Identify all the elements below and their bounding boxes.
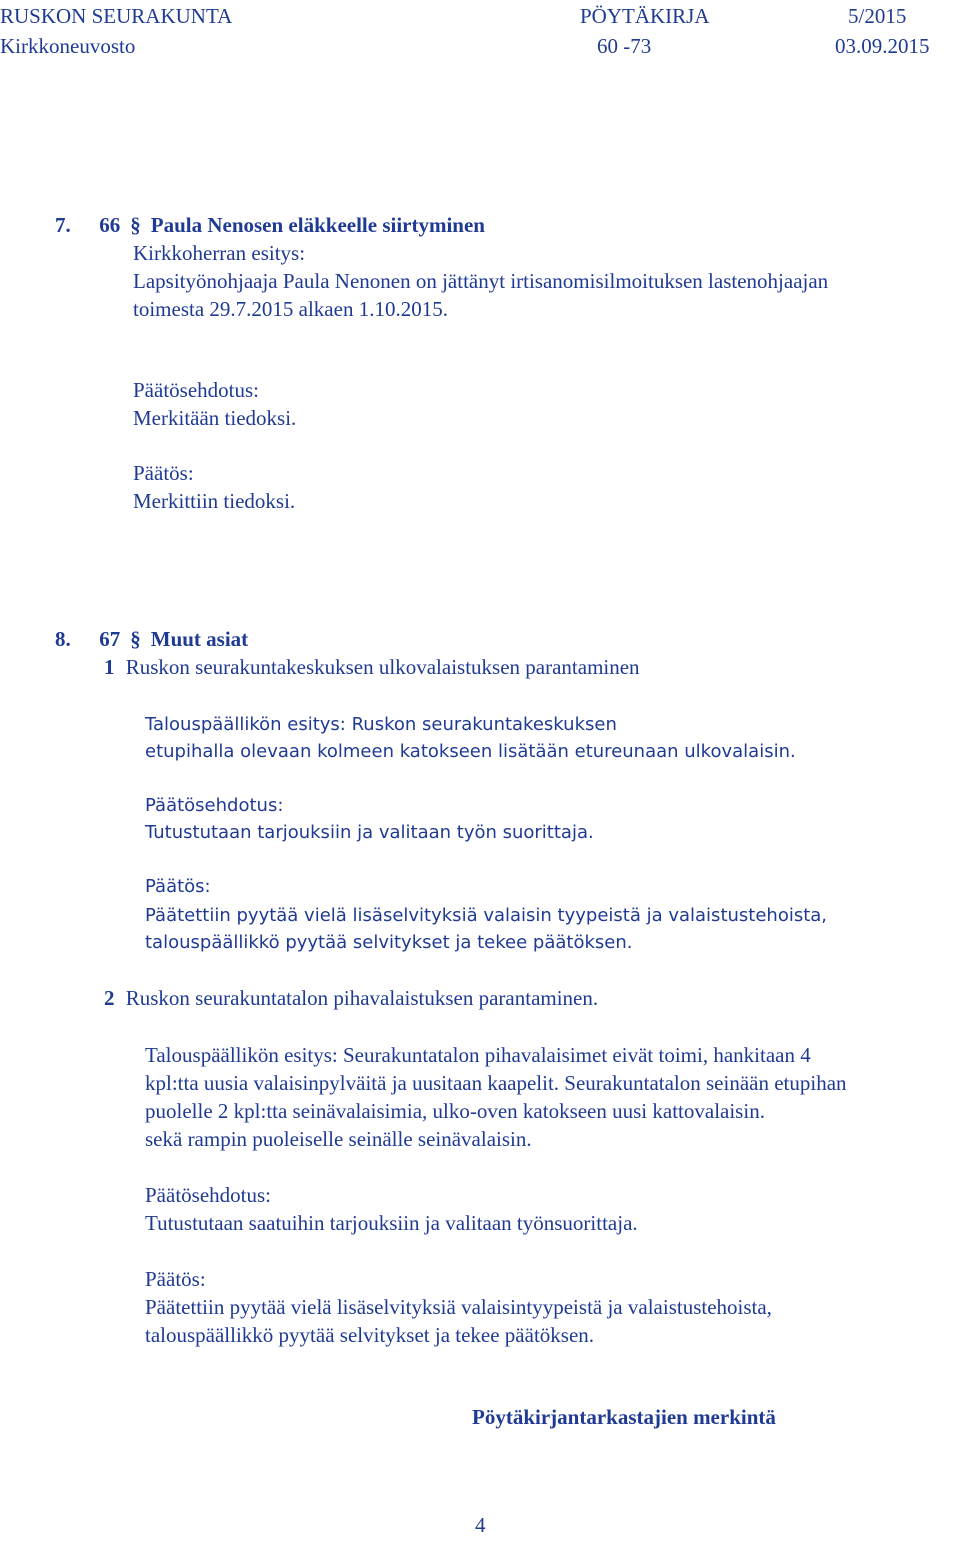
subitem-title: Ruskon seurakuntakeskuksen ulkovalaistuksen parantaminen [125, 655, 640, 679]
proposer-line: etupihalla olevaan kolmeen katokseen lisätään etureunaan ulkovalaisin. [145, 741, 796, 762]
page-number: 4 [475, 1513, 486, 1537]
proposal-label: Päätösehdotus: [133, 378, 259, 402]
org-name: RUSKON SEURAKUNTA [0, 4, 233, 28]
doc-type: PÖYTÄKIRJA [580, 4, 710, 28]
decision-line: talouspäällikkö pyytää selvitykset ja tekee päätöksen. [145, 932, 633, 953]
item-title: Paula Nenosen eläkkeelle siirtyminen [150, 213, 485, 237]
subitem-2-heading [104, 986, 598, 1011]
section-number: 66 [99, 213, 121, 237]
subitem-number: 2 [104, 986, 115, 1010]
section-symbol: § [130, 627, 141, 651]
subitem-number: 1 [104, 655, 115, 679]
item-text-line: toimesta 29.7.2015 alkaen 1.10.2015. [133, 297, 448, 321]
decision-line: Päätettiin pyytää vielä lisäselvityksiä valaisin tyypeistä ja valaistustehoista, [145, 905, 828, 926]
section-range: 60 -73 [597, 34, 652, 58]
proposer-line: sekä rampin puoleiselle seinälle seinävalaisin. [145, 1127, 532, 1151]
subitem-1-heading [104, 655, 640, 680]
proposer-line: Talouspäällikön esitys: Seurakuntatalon pihavalaisimet eivät toimi, hankitaan 4 [145, 1043, 811, 1067]
proposal-text: Tutustutaan tarjouksiin ja valitaan työn suorittaja. [145, 822, 594, 843]
proposer-line: Talouspäällikön esitys: Ruskon seurakuntakeskuksen [145, 714, 617, 735]
section-number: 67 [99, 627, 121, 651]
proposal-text: Tutustutaan saatuihin tarjouksiin ja valitaan työnsuorittaja. [145, 1211, 638, 1235]
proposer-line: kpl:tta uusia valaisinpylväitä ja uusitaan kaapelit. Seurakuntatalon seinään etupihan [145, 1071, 847, 1095]
item-7-heading [55, 213, 485, 238]
item-text-line: Lapsityönohjaaja Paula Nenonen on jättänyt irtisanomisilmoituksen lastenohjaajan [133, 269, 829, 293]
proposal-label: Päätösehdotus: [145, 795, 284, 816]
decision-label: Päätös: [145, 876, 211, 897]
item-number: 8. [55, 627, 71, 651]
meeting-body: Kirkkoneuvosto [0, 34, 136, 58]
section-symbol: § [130, 213, 141, 237]
decision-label: Päätös: [133, 461, 194, 485]
decision-text: Merkittiin tiedoksi. [133, 489, 296, 513]
proposal-text: Merkitään tiedoksi. [133, 406, 297, 430]
reviewers-label: Pöytäkirjantarkastajien merkintä [472, 1405, 776, 1429]
proposer-line: puolelle 2 kpl:tta seinävalaisimia, ulko-oven katokseen uusi kattovalaisin. [145, 1099, 765, 1123]
item-number: 7. [55, 213, 71, 237]
subitem-title: Ruskon seurakuntatalon pihavalaistuksen parantaminen. [125, 986, 599, 1010]
decision-line: Päätettiin pyytää vielä lisäselvityksiä valaisintyypeistä ja valaistustehoista, [145, 1295, 772, 1319]
item-title: Muut asiat [150, 627, 249, 651]
decision-label: Päätös: [145, 1267, 206, 1291]
item-8-heading [55, 627, 248, 652]
doc-number: 5/2015 [848, 4, 907, 28]
proposal-label: Päätösehdotus: [145, 1183, 271, 1207]
meeting-date: 03.09.2015 [835, 34, 930, 58]
proposer-label: Kirkkoherran esitys: [133, 241, 306, 265]
decision-line: talouspäällikkö pyytää selvitykset ja tekee päätöksen. [145, 1323, 595, 1347]
